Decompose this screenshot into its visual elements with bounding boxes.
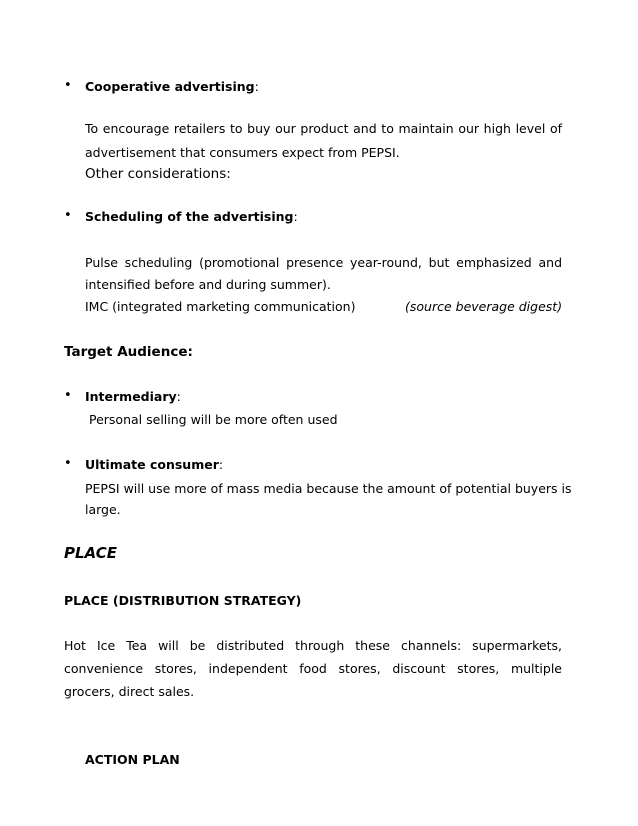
intermediary-colon: : [176, 389, 181, 404]
bullet-scheduling: • [64, 208, 72, 223]
intermediary-title: Intermediary [85, 389, 177, 404]
intermediary-text: Personal selling will be more often used [89, 412, 338, 427]
ultimate-title: Ultimate consumer [85, 457, 219, 472]
cooperative-colon: : [254, 79, 259, 94]
ultimate-colon: : [218, 457, 224, 472]
place-line-1: Hot Ice Tea will be distributed through these channels: supermarkets, [64, 638, 562, 653]
scheduling-title: Scheduling of the advertising [85, 209, 294, 224]
ultimate-heading [85, 457, 223, 472]
scheduling-line-1: Pulse scheduling (promotional presence year-round, but emphasized and [85, 255, 562, 270]
cooperative-line-1: To encourage retailers to buy our product and to maintain our high level of [85, 121, 562, 136]
scheduling-colon: : [293, 209, 298, 224]
place-subheading: PLACE (DISTRIBUTION STRATEGY) [64, 593, 302, 608]
bullet-intermediary: • [64, 388, 72, 403]
place-line-3: grocers, direct sales. [64, 684, 195, 699]
cooperative-title: Cooperative advertising [85, 79, 255, 94]
intermediary-heading [85, 389, 181, 404]
cooperative-line-2: advertisement that consumers expect from PEPSI. [85, 145, 400, 160]
target-audience-heading: Target Audience: [64, 344, 193, 360]
place-heading: PLACE [64, 544, 117, 562]
place-line-2: convenience stores, independent food stores, discount stores, multiple [64, 661, 562, 676]
source-note: (source beverage digest) [405, 299, 563, 314]
other-considerations: Other considerations: [85, 166, 231, 182]
bullet-cooperative: • [64, 78, 72, 93]
scheduling-line-2: intensified before and during summer). [85, 277, 331, 292]
action-plan-heading: ACTION PLAN [85, 752, 180, 767]
scheduling-heading [85, 209, 298, 224]
ultimate-line-2: large. [85, 502, 121, 517]
imc-text: IMC (integrated marketing communication) [85, 299, 356, 314]
cooperative-heading [85, 79, 259, 94]
bullet-ultimate: • [64, 456, 72, 471]
ultimate-line-1: PEPSI will use more of mass media because the amount of potential buyers is [85, 481, 572, 496]
